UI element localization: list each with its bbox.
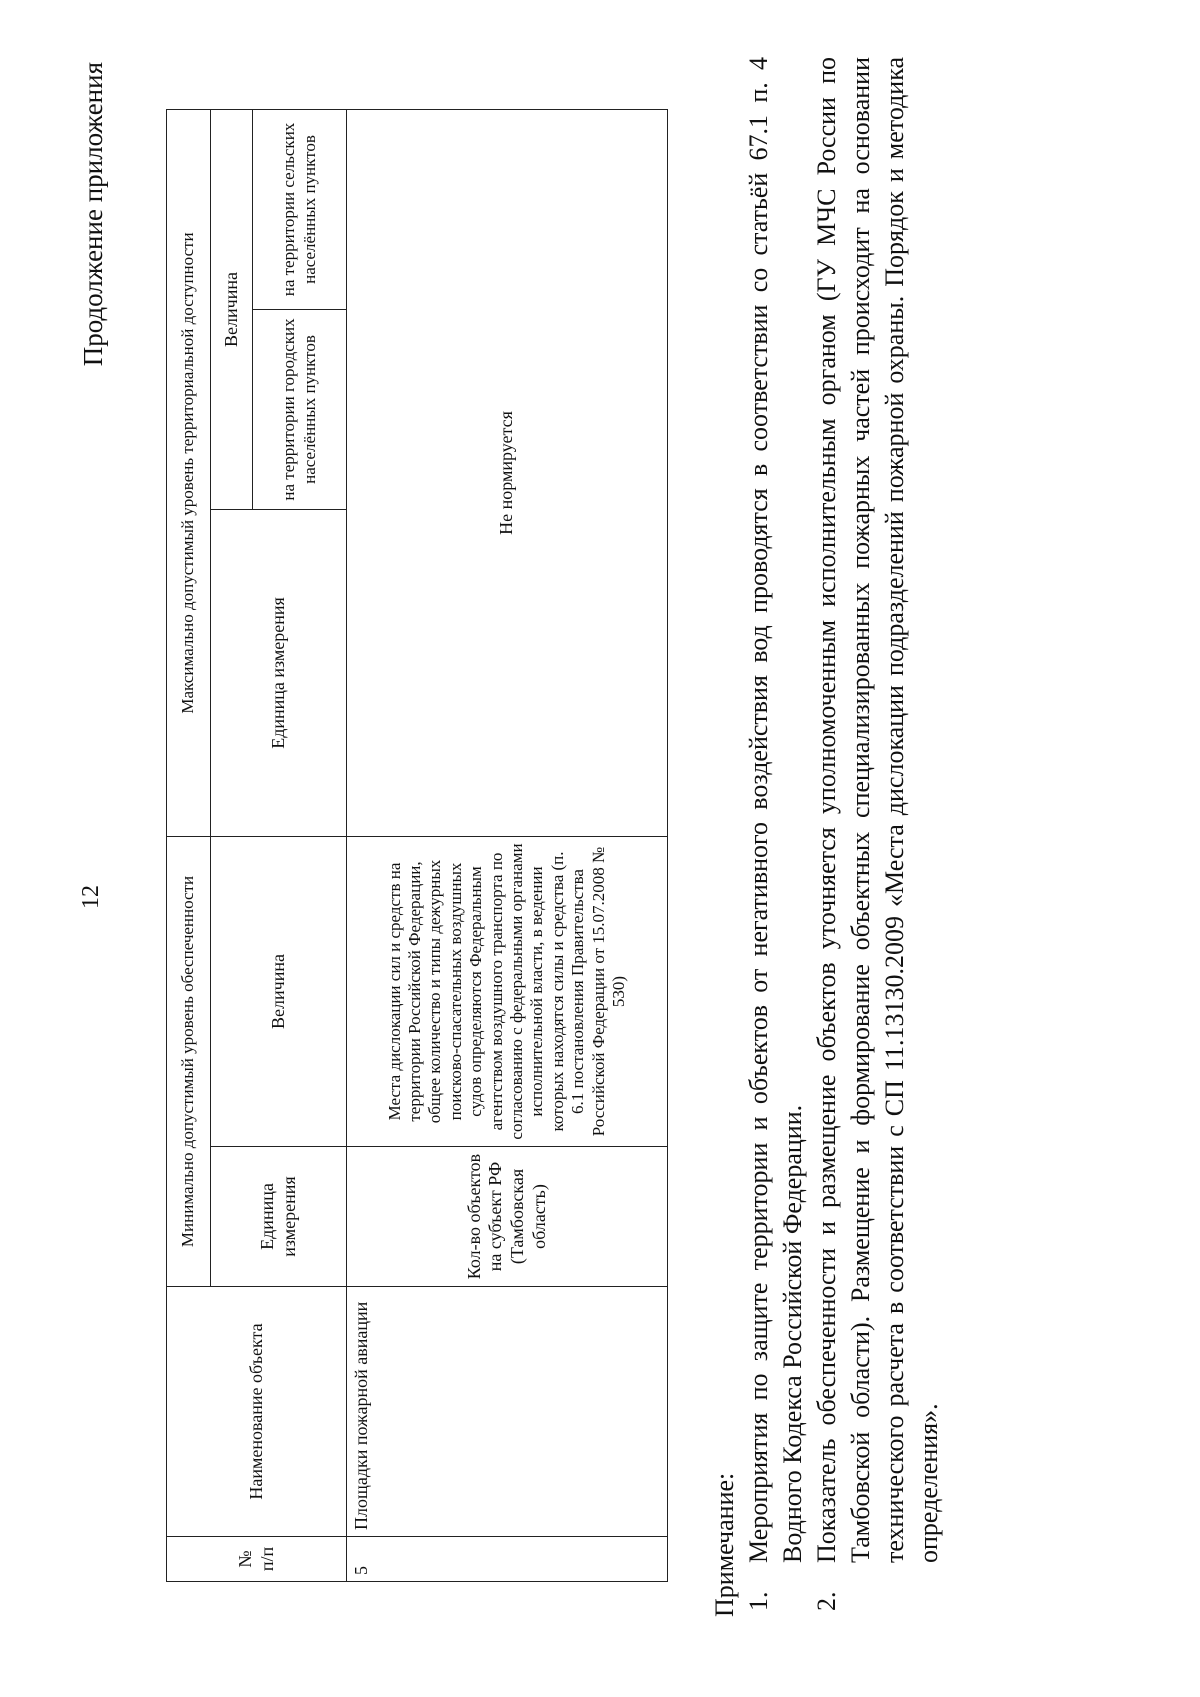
note-text: Мероприятия по защите территории и объектов от негативного воздействия вод проводятся в соответствии со статьёй 67.1 п. 4 Водного Кодекса Российской Федерации.	[744, 57, 807, 1563]
requirements-table	[166, 109, 668, 1582]
note-number: 2.	[812, 1591, 841, 1611]
row-unit: Кол-во объектов на субъект РФ (Тамбовская область)	[347, 1147, 668, 1287]
header-value: Величина	[211, 836, 347, 1146]
header-row-1	[167, 109, 211, 1581]
header-urban: на территории городских населённых пунктов	[253, 309, 347, 509]
header-max-unit: Единица измерения	[211, 509, 347, 836]
header-max-group: Максимально допустимый уровень территориальной доступности	[167, 109, 211, 836]
notes-list	[742, 57, 946, 1617]
notes-title: Примечание:	[710, 1472, 739, 1617]
header-max-value: Величина	[211, 109, 253, 509]
note-item	[810, 57, 946, 1617]
row-number: 5	[347, 1537, 668, 1582]
row-value: Места дислокации сил и средств на территории Российской Федерации, общее количество и типы дежурных поисково-спасательных воздушных судов определяются Федеральным агентством воздушного транспорта по согласованию с федеральными органами исполнительной власти, в ведении которых находятся силы и средства (п. 6.1 постановления Правительства Российской Федерации от 15.07.2008 № 530)	[347, 836, 668, 1146]
note-item	[742, 57, 810, 1617]
header-rural: на территории сельских населённых пунктов	[253, 109, 347, 309]
note-text: Показатель обеспеченности и размещение объектов уточняется уполномоченным исполнительным органом (ГУ МЧС России по Тамбовской области). Размещение и формирование объектных специализированных пожарных частей происходит на основании технического расчета в соответствии с СП 11.13130.2009 «Места дислокации подразделений пожарной охраны. Порядок и методика определения».	[812, 57, 943, 1563]
header-min-group: Минимально допустимый уровень обеспеченности	[167, 836, 211, 1286]
row-name: Площадки пожарной авиации	[347, 1287, 668, 1537]
header-number: № п/п	[167, 1537, 347, 1582]
note-number: 1.	[744, 1591, 773, 1611]
notes-section	[708, 57, 946, 1617]
page-number: 12	[78, 885, 104, 909]
header-name: Наименование объекта	[167, 1287, 347, 1537]
header-unit: Единица измерения	[211, 1147, 347, 1287]
continuation-heading: Продолжение приложения	[78, 62, 108, 367]
table-row	[347, 109, 668, 1581]
row-max-merged: Не нормируется	[347, 109, 668, 836]
